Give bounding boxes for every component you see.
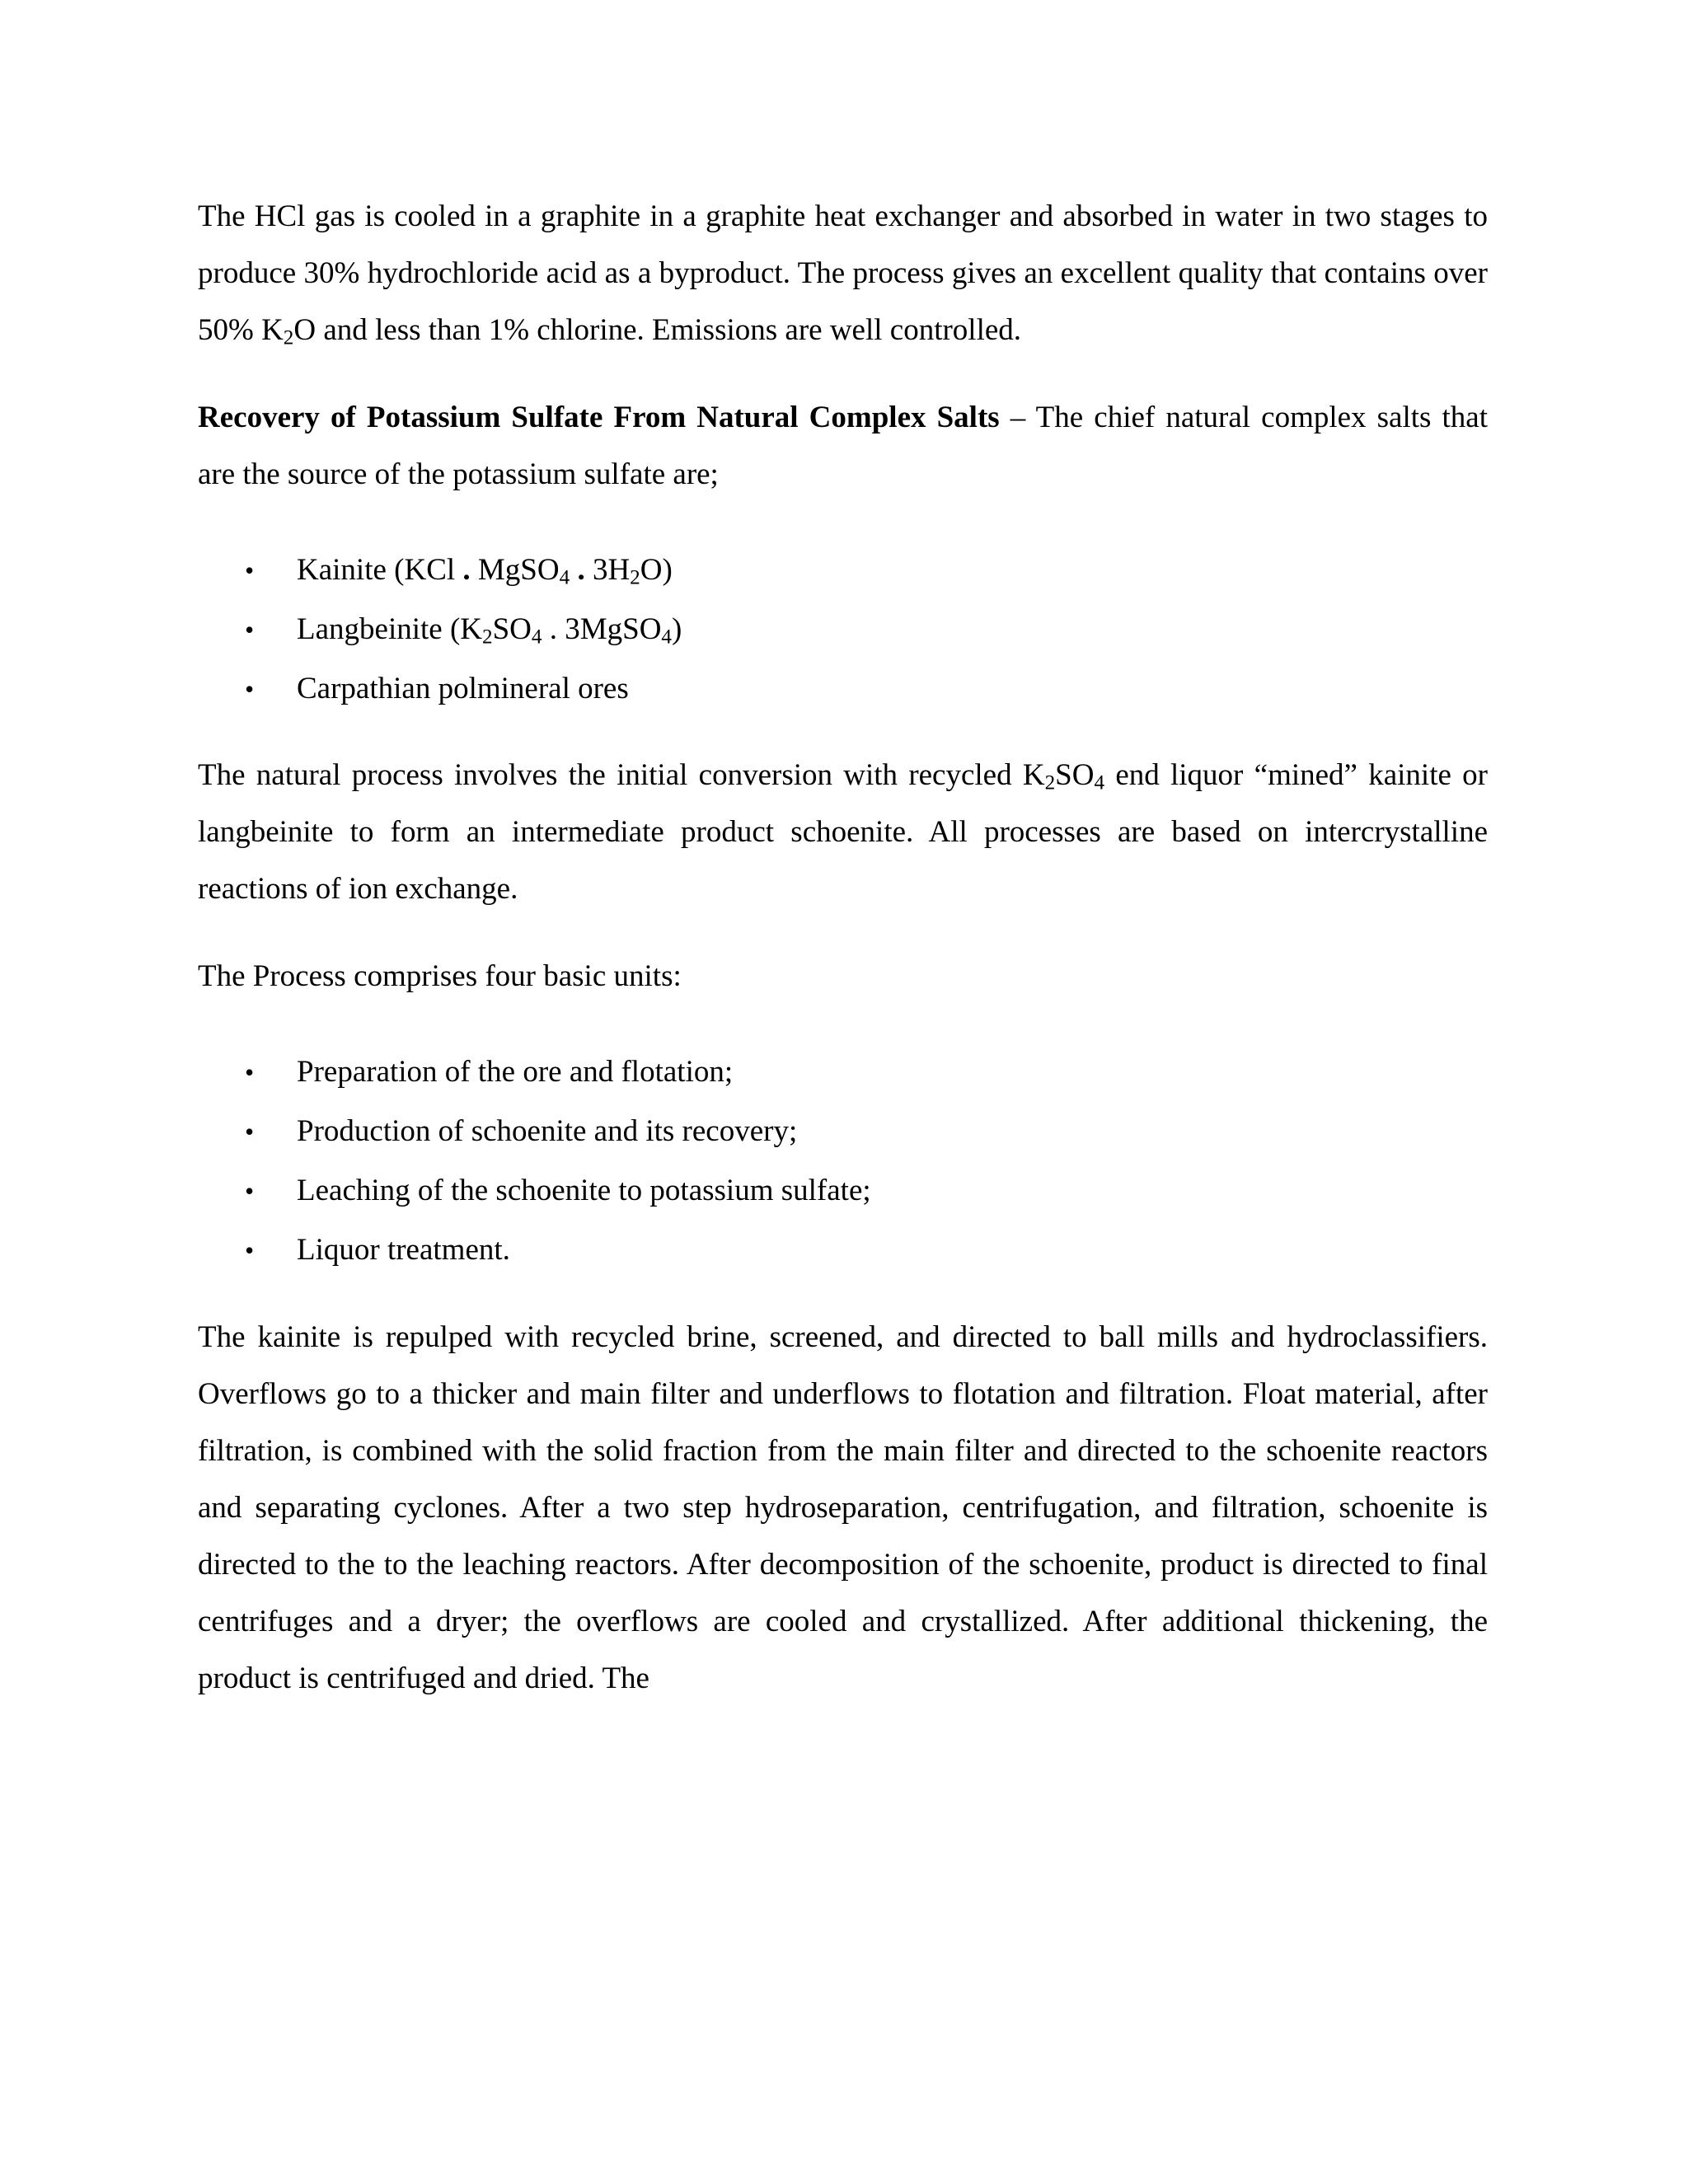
list-item-text: Leaching of the schoenite to potassium sulfate; bbox=[297, 1174, 871, 1207]
list-item bbox=[198, 1102, 1488, 1161]
subscript: 4 bbox=[1094, 771, 1105, 794]
subscript: 4 bbox=[531, 626, 542, 649]
bullet-icon: • bbox=[245, 674, 255, 704]
list-item-text: Langbeinite (K bbox=[297, 612, 482, 646]
subscript: 2 bbox=[283, 326, 294, 349]
paragraph-text: SO bbox=[1055, 758, 1095, 792]
paragraph-hcl-text-2: O and less than 1% chlorine. Emissions are well controlled. bbox=[293, 313, 1022, 347]
paragraph-process-units: The Process comprises four basic units: bbox=[198, 959, 682, 993]
subscript: 2 bbox=[482, 626, 493, 649]
paragraph-recovery-text: – The chief natural complex salts that are the source of the potassium sulfate are; bbox=[198, 401, 1488, 491]
bullet-icon: • bbox=[245, 1117, 255, 1146]
paragraph-natural-process bbox=[198, 747, 1488, 917]
bullet-icon: • bbox=[245, 615, 255, 644]
list-item-text: 3H bbox=[584, 553, 631, 587]
paragraph-text: end liquor “mined” kainite or langbeinite to form an intermediate product schoenite. All processes are based on intercrystalline reactions of ion exchange. bbox=[198, 758, 1488, 906]
subscript: 4 bbox=[661, 626, 672, 649]
subscript: 4 bbox=[559, 566, 570, 589]
paragraph-recovery bbox=[198, 389, 1488, 503]
list-item-text: Kainite (KCl bbox=[297, 553, 463, 587]
bullet-icon: • bbox=[245, 1235, 255, 1265]
subscript: 2 bbox=[630, 566, 640, 589]
list-item bbox=[198, 1221, 1488, 1280]
list-item-text: ) bbox=[672, 612, 682, 646]
paragraph-hcl-text-1: The HCl gas is cooled in a graphite in a graphite heat exchanger and absorbed in water in two stages to produce 30% hydrochloride acid as a byproduct. The process gives an excellent quality that contains over 50% K bbox=[198, 199, 1488, 347]
list-item-text: O) bbox=[640, 553, 673, 587]
list-item-text: Carpathian polmineral ores bbox=[297, 672, 629, 705]
bullet-icon: • bbox=[245, 555, 255, 585]
list-item-text: MgSO bbox=[470, 553, 560, 587]
section-heading: Recovery of Potassium Sulfate From Natural Complex Salts bbox=[198, 401, 1000, 434]
bullet-icon: • bbox=[245, 1057, 255, 1087]
paragraph-hcl bbox=[198, 188, 1488, 359]
list-item bbox=[198, 1043, 1488, 1102]
mineral-list bbox=[198, 541, 1488, 719]
process-unit-list bbox=[198, 1043, 1488, 1280]
list-item bbox=[198, 659, 1488, 719]
paragraph-kainite: The kainite is repulped with recycled brine, screened, and directed to ball mills and hydroclassifiers. Overflows go to a thicker and main filter and underflows to flotation and filtration. Float material, after filtration, is combined with the solid fraction from the main filter and directed to the schoenite reactors and separating cyclones. After a two step hydroseparation, centrifugation, and filtration, schoenite is directed to the to the leaching reactors. After decomposition of the schoenite, product is directed to final centrifuges and a dryer; the overflows are cooled and crystallized. After additional thickening, the product is centrifuged and dried. The bbox=[198, 1320, 1488, 1695]
list-item bbox=[198, 1161, 1488, 1221]
list-item-text: . 3MgSO bbox=[542, 612, 662, 646]
list-item bbox=[198, 600, 1488, 659]
list-item-text: Production of schoenite and its recovery; bbox=[297, 1114, 798, 1148]
list-item-text: Preparation of the ore and flotation; bbox=[297, 1055, 734, 1089]
paragraph-text: The natural process involves the initial conversion with recycled K bbox=[198, 758, 1045, 792]
list-item-text: SO bbox=[492, 612, 532, 646]
list-item-text: . bbox=[462, 553, 471, 587]
subscript: 2 bbox=[1044, 771, 1056, 794]
list-item-text: . bbox=[570, 553, 585, 587]
list-item bbox=[198, 541, 1488, 600]
list-item-text: Liquor treatment. bbox=[297, 1233, 510, 1267]
bullet-icon: • bbox=[245, 1176, 255, 1206]
